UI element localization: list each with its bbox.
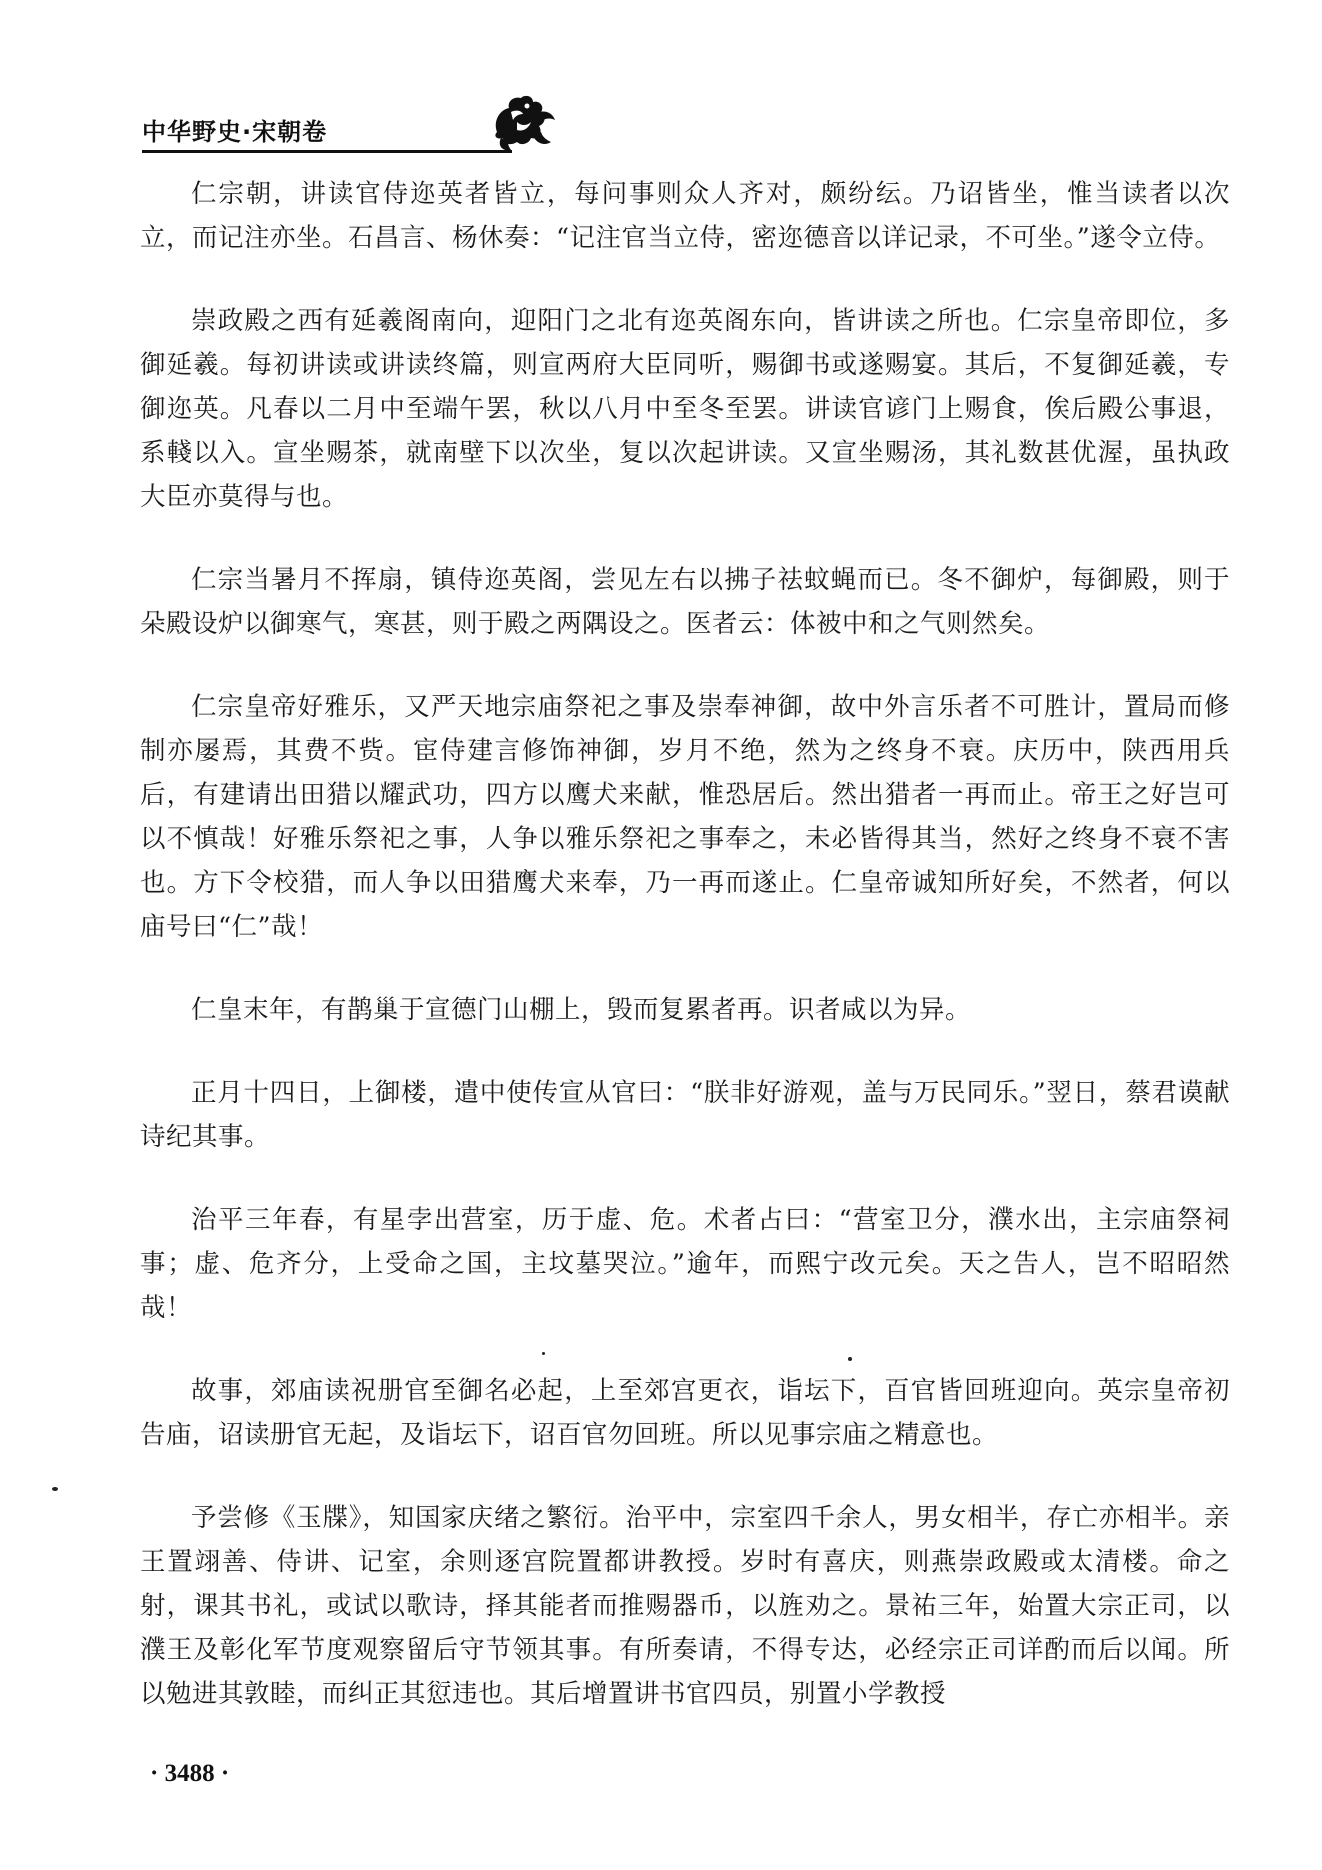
paragraph: 仁宗朝，讲读官侍迩英者皆立，每问事则众人齐对，颇纷纭。乃诏皆坐，惟当读者以次立，而记注亦坐。石昌言、杨休奏：“记注官当立侍，密迩德音以详记录，不可坐。”遂令立侍。 bbox=[140, 179, 1230, 253]
paragraph: 崇政殿之西有延羲阁南向，迎阳门之北有迩英阁东向，皆讲读之所也。仁宗皇帝即位，多御延羲。每初讲读或讲读终篇，则宣两府大臣同听，赐御书或遂赐宴。其后，不复御延羲，专御迩英。凡春以二月中至端午罢，秋以八月中至冬至罢。讲读官谚门上赐食，俟后殿公事退，系輚以入。宣坐赐茶，就南壁下以次坐，复以次起讲读。又宣坐赐汤，其礼数甚优渥，虽执政大臣亦莫得与也。 bbox=[140, 306, 1230, 512]
paragraph: 治平三年春，有星孛出营室，历于虚、危。术者占曰：“营室卫分，濮水出，主宗庙祭祠事；虚、危齐分，上受命之国，主坟墓哭泣。”逾年，而熙宁改元矣。天之告人，岂不昭昭然哉！ bbox=[140, 1205, 1230, 1323]
scan-speck bbox=[52, 1487, 58, 1491]
page-body bbox=[140, 172, 1230, 1716]
paragraph: 仁皇末年，有鹊巢于宣德门山棚上，毁而复累者再。识者咸以为异。 bbox=[191, 995, 972, 1025]
scan-speck bbox=[542, 1352, 545, 1355]
page-number: · 3488 · bbox=[150, 1760, 230, 1787]
dragon-emblem-icon bbox=[487, 92, 559, 156]
paragraph: 仁宗皇帝好雅乐，又严天地宗庙祭祀之事及崇奉神御，故中外言乐者不可胜计，置局而修制亦屡焉，其费不赀。宦侍建言修饰神御，岁月不绝，然为之终身不衰。庆历中，陕西用兵后，有建请出田猎以耀武功，四方以鹰犬来献，惟恐居后。然出猎者一再而止。帝王之好岂可以不慎哉！好雅乐祭祀之事，人争以雅乐祭祀之事奉之，未必皆得其当，然好之终身不衰不害也。方下令校猎，而人争以田猎鹰犬来奉，乃一再而遂止。仁皇帝诚知所好矣，不然者，何以庙号曰“仁”哉！ bbox=[140, 692, 1230, 942]
header-rule bbox=[142, 150, 512, 153]
scan-speck bbox=[848, 1357, 852, 1361]
paragraph: 仁宗当暑月不挥扇，镇侍迩英阁，尝见左右以拂子祛蚊蝇而已。冬不御炉，每御殿，则于朵殿设炉以御寒气，寒甚，则于殿之两隅设之。医者云：体被中和之气则然矣。 bbox=[140, 565, 1230, 639]
paragraph: 正月十四日，上御楼，遣中使传宣从官曰：“朕非好游观，盖与万民同乐。”翌日，蔡君谟献诗纪其事。 bbox=[140, 1078, 1230, 1152]
running-header bbox=[142, 92, 562, 162]
paragraph: 予尝修《玉牒》，知国家庆绪之繁衍。治平中，宗室四千余人，男女相半，存亡亦相半。亲王置翊善、侍讲、记室，余则逐宫院置都讲教授。岁时有喜庆，则燕崇政殿或太清楼。命之射，课其书礼，或试以歌诗，择其能者而推赐器币，以旌劝之。景祐三年，始置大宗正司，以濮王及彰化军节度观察留后守节领其事。有所奏请，不得专达，必经宗正司详酌而后以闻。所以勉进其敦睦，而纠正其愆违也。其后增置讲书官四员，别置小学教授 bbox=[140, 1503, 1230, 1709]
book-title: 中华野史·宋朝卷 bbox=[142, 118, 328, 146]
paragraph: 故事，郊庙读祝册官至御名必起，上至郊宫更衣，诣坛下，百官皆回班迎向。英宗皇帝初告庙，诏读册官无起，及诣坛下，诏百官勿回班。所以见事宗庙之精意也。 bbox=[140, 1376, 1230, 1450]
